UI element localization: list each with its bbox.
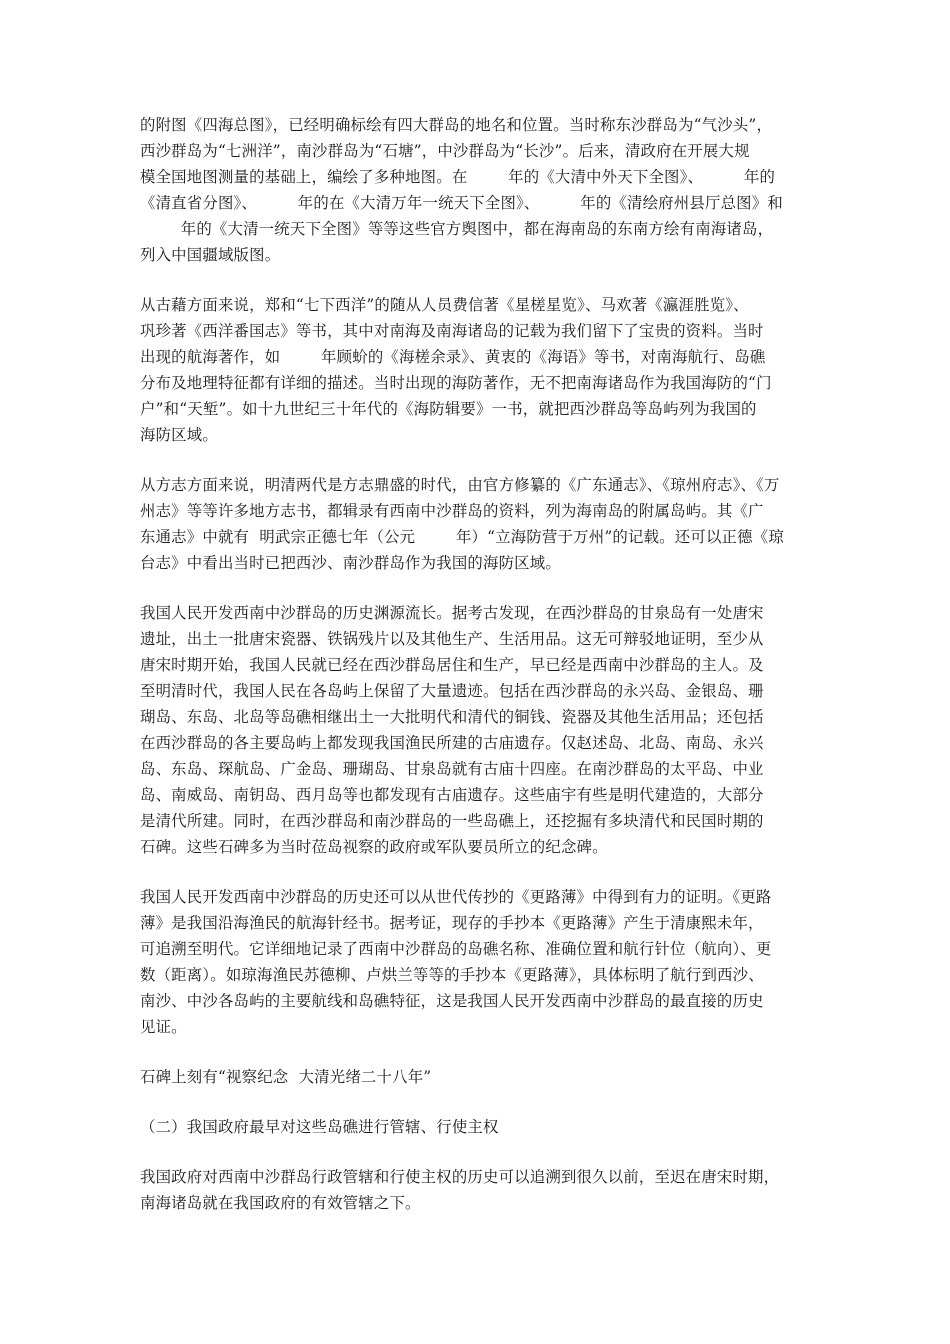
text-line: 台志》中看出当时已把西沙、南沙群岛作为我国的海防区域。 xyxy=(140,554,561,572)
text-line: 东通志》中就有 明武宗正德七年（公元 年）“立海防营于万州”的记载。还可以正德《琼 xyxy=(140,528,784,546)
text-line: 我国政府对西南中沙群岛行政管辖和行使主权的历史可以追溯到很久以前，至迟在唐宋时期， xyxy=(140,1168,780,1186)
text-line: 南海诸岛就在我国政府的有效管辖之下。 xyxy=(140,1194,421,1212)
paragraph-local-chronicles xyxy=(140,472,812,576)
text-line: 模全国地图测量的基础上，编绘了多种地图。在 年的《大清中外天下全图》、 年的 xyxy=(140,168,776,186)
text-line: 遗址，出土一批唐宋瓷器、铁锅残片以及其他生产、生活用品。这无可辩驳地证明，至少从 xyxy=(140,630,764,648)
text-line: 海防区域。 xyxy=(140,426,218,444)
text-line: 州志》等等许多地方志书，都辑录有西南中沙群岛的资料，列为海南岛的附属岛屿。其《广 xyxy=(140,502,764,520)
text-line: 南沙、中沙各岛屿的主要航线和岛礁特征，这是我国人民开发西南中沙群岛的最直接的历史 xyxy=(140,992,764,1010)
text-line: 出现的航海著作，如 年顾蚧的《海槎余录》、黄衷的《海语》等书，对南海航行、岛礁 xyxy=(140,348,766,366)
text-line: 可追溯至明代。它详细地记录了西南中沙群岛的岛礁名称、准确位置和航行针位（航向）、更 xyxy=(140,940,772,958)
text-line: 数（距离）。如琼海渔民苏德柳、卢烘兰等等的手抄本《更路薄》，具体标明了航行到西沙、 xyxy=(140,966,764,984)
text-line: 《清直省分图》、 年的在《大清万年一统天下全图》、 年的《清绘府州县厅总图》和 xyxy=(140,194,783,212)
text-line: 岛、南威岛、南钥岛、西月岛等也都发现有古庙遗存。这些庙宇有些是明代建造的，大部分 xyxy=(140,786,764,804)
paragraph-ancient-books xyxy=(140,292,812,448)
paragraph-archaeology xyxy=(140,600,812,860)
text-line: 列入中国疆域版图。 xyxy=(140,246,281,264)
text-line: （二）我国政府最早对这些岛礁进行管辖、行使主权 xyxy=(140,1118,499,1136)
text-line: 是清代所建。同时，在西沙群岛和南沙群岛的一些岛礁上，还挖掘有多块清代和民国时期的 xyxy=(140,812,764,830)
text-line: 岛、东岛、琛航岛、广金岛、珊瑚岛、甘泉岛就有古庙十四座。在南沙群岛的太平岛、中业 xyxy=(140,760,764,778)
text-line: 巩珍著《西洋番国志》等书，其中对南海及南海诸岛的记载为我们留下了宝贵的资料。当时 xyxy=(140,322,764,340)
text-line: 年的《大清一统天下全图》等等这些官方舆图中，都在海南岛的东南方绘有南海诸岛， xyxy=(140,220,774,238)
text-line: 唐宋时期开始，我国人民就已经在西沙群岛居住和生产，早已经是西南中沙群岛的主人。及 xyxy=(140,656,764,674)
text-line: 户”和“天堑”。如十九世纪三十年代的《海防辑要》一书，就把西沙群岛等岛屿列为我国的 xyxy=(140,400,757,418)
text-line: 石碑上刻有“视察纪念 大清光绪二十八年” xyxy=(140,1068,432,1086)
text-line: 薄》是我国沿海渔民的航海针经书。据考证，现存的手抄本《更路薄》产生于清康熙未年， xyxy=(140,914,764,932)
text-line: 我国人民开发西南中沙群岛的历史还可以从世代传抄的《更路薄》中得到有力的证明。《更路 xyxy=(140,888,772,906)
text-line: 瑚岛、东岛、北岛等岛礁相继出土一大批明代和清代的铜钱、瓷器及其他生活用品；还包括 xyxy=(140,708,764,726)
text-line: 西沙群岛为“七洲洋”，南沙群岛为“石塘”，中沙群岛为“长沙”。后来，清政府在开展大规 xyxy=(140,142,750,160)
text-line: 在西沙群岛的各主要岛屿上都发现我国渔民所建的古庙遗存。仅赵述岛、北岛、南岛、永兴 xyxy=(140,734,764,752)
section-heading xyxy=(140,1114,812,1140)
text-line: 见证。 xyxy=(140,1018,187,1036)
document-page xyxy=(140,112,812,1240)
paragraph-map-history xyxy=(140,112,812,268)
text-line: 石碑。这些石碑多为当时莅岛视察的政府或军队要员所立的纪念碑。 xyxy=(140,838,608,856)
text-line: 至明清时代，我国人民在各岛屿上保留了大量遗迹。包括在西沙群岛的永兴岛、金银岛、珊 xyxy=(140,682,764,700)
text-line: 分布及地理特征都有详细的描述。当时出现的海防著作，无不把南海诸岛作为我国海防的“门 xyxy=(140,374,772,392)
text-line: 从方志方面来说，明清两代是方志鼎盛的时代，由官方修纂的《广东通志》、《琼州府志》、《万 xyxy=(140,476,780,494)
paragraph-stele-inscription xyxy=(140,1064,812,1090)
text-line: 我国人民开发西南中沙群岛的历史渊源流长。据考古发现，在西沙群岛的甘泉岛有一处唐宋 xyxy=(140,604,764,622)
text-line: 的附图《四海总图》，已经明确标绘有四大群岛的地名和位置。当时称东沙群岛为“气沙头”， xyxy=(140,116,773,134)
text-line: 从古藉方面来说，郑和“七下西洋”的随从人员费信著《星槎星览》、马欢著《瀛涯胜览》、 xyxy=(140,296,749,314)
paragraph-gengluobu xyxy=(140,884,812,1040)
paragraph-administration xyxy=(140,1164,812,1216)
